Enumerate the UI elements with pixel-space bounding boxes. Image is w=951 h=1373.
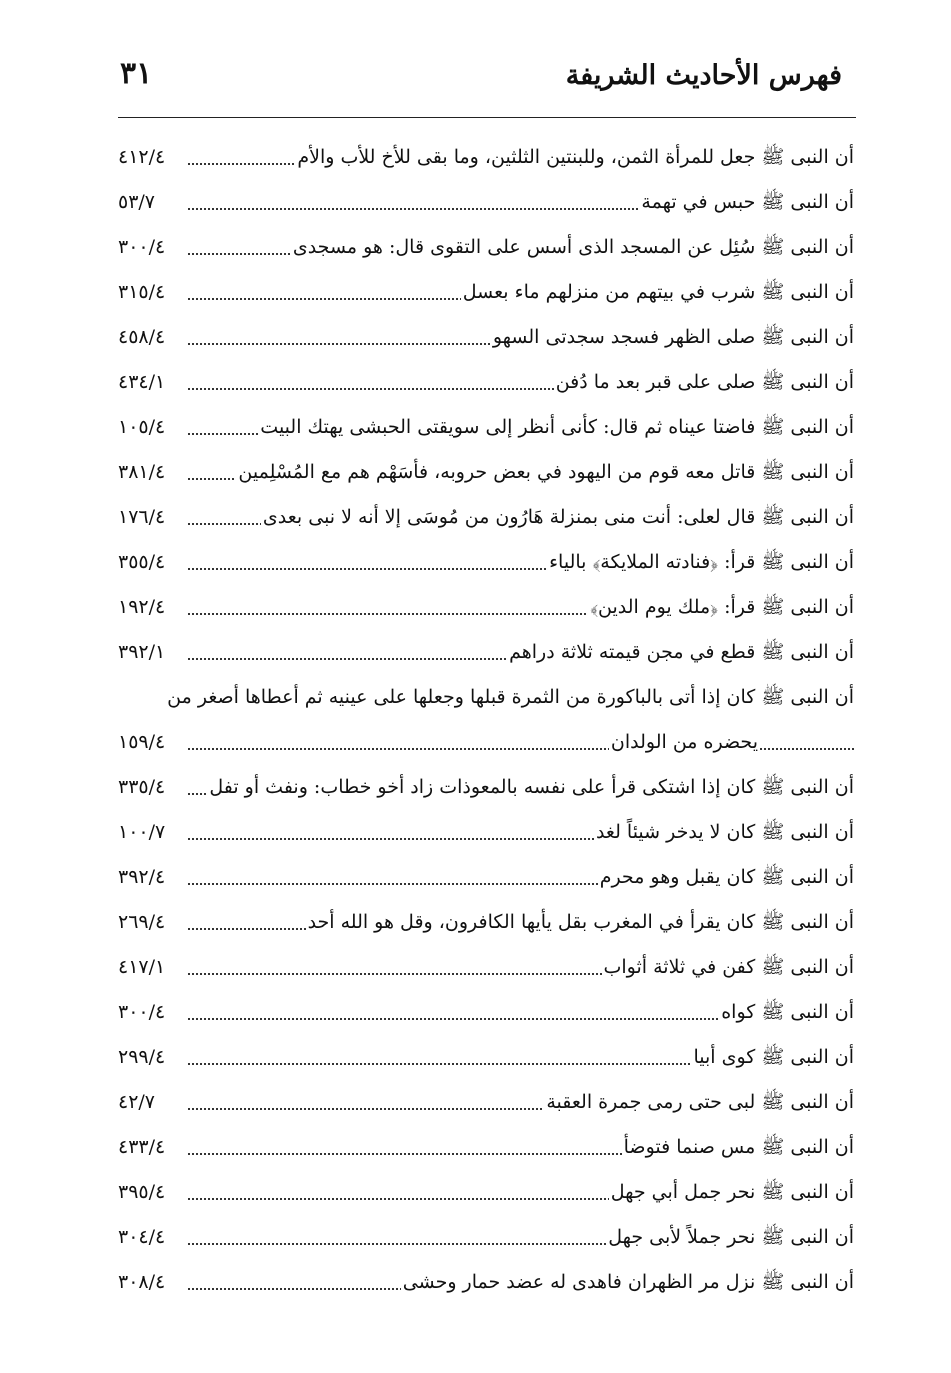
- hadith-index-list: [118, 135, 854, 1305]
- index-entry: [118, 180, 854, 225]
- index-entry: [118, 990, 854, 1035]
- entry-text: أن النبى ﷺ قال لعلى: أنت منى بمنزلة هَارُون من مُوسَى إلا أنه لا نبى بعدى: [261, 495, 854, 540]
- index-entry: [118, 1080, 854, 1125]
- entry-text-continuation: يحضره من الولدان: [609, 720, 758, 765]
- index-entry: [118, 945, 854, 990]
- entry-reference: ١٠٥/٤: [118, 405, 167, 450]
- index-entry: [118, 855, 854, 900]
- page-title: فهرس الأحاديث الشريفة: [565, 60, 842, 91]
- entry-reference: ٤١٢/٤: [118, 135, 167, 180]
- entry-text: أن النبى ﷺ نحر جملاً لأبى جهل: [606, 1215, 854, 1260]
- entry-text: أن النبى ﷺ نحر جمل أبي جهل: [609, 1170, 854, 1215]
- entry-text: أن النبى ﷺ شرب في بيتهم من منزلهم ماء بعسل: [461, 270, 854, 315]
- index-entry: [118, 1170, 854, 1215]
- index-entry: [118, 585, 854, 630]
- entry-text: أن النبى ﷺ كان إذا أتى بالباكورة من الثمرة قبلها وجعلها على عينيه ثم أعطاها أصغر من: [165, 675, 854, 720]
- index-entry: [118, 1260, 854, 1305]
- entry-reference: ١٧٦/٤: [118, 495, 167, 540]
- index-entry: [118, 360, 854, 405]
- entry-text: أن النبى ﷺ قرأ: ﴿فنادته الملايكة﴾ بالياء: [547, 540, 854, 585]
- entry-reference: ١٩٢/٤: [118, 585, 167, 630]
- entry-text: أن النبى ﷺ جعل للمرأة الثمن، وللبنتين الثلثين، وما بقى للأخ للأب والأم: [295, 135, 854, 180]
- entry-text: أن النبى ﷺ كواه: [719, 990, 854, 1035]
- entry-reference: ٣٠٨/٤: [118, 1260, 167, 1305]
- entry-text: أن النبى ﷺ كان يقبل وهو محرم: [598, 855, 854, 900]
- index-entry: [118, 1125, 854, 1170]
- entry-reference: ٤٢/٧: [118, 1080, 157, 1125]
- entry-text: أن النبى ﷺ كان لا يدخر شيئاً لغد: [594, 810, 854, 855]
- index-entry: [118, 495, 854, 540]
- entry-reference: ٣٥٥/٤: [118, 540, 167, 585]
- entry-text: أن النبى ﷺ لبى حتى رمى جمرة العقبة: [544, 1080, 854, 1125]
- entry-reference: ٣٩٥/٤: [118, 1170, 167, 1215]
- index-entry: [118, 1035, 854, 1080]
- entry-reference: ٣٩٢/٤: [118, 855, 167, 900]
- entry-reference: ٤٣٤/١: [118, 360, 167, 405]
- index-entry: [118, 630, 854, 675]
- entry-text: أن النبى ﷺ كان إذا اشتكى قرأ على نفسه بالمعوذات زاد أخو خطاب: ونفث أو تفل: [207, 765, 854, 810]
- entry-reference: ٣٩٢/١: [118, 630, 167, 675]
- index-entry: [118, 405, 854, 450]
- entry-reference: ٣٠٠/٤: [118, 990, 167, 1035]
- entry-text: أن النبى ﷺ كوى أبيا: [691, 1035, 854, 1080]
- entry-reference: ٥٣/٧: [118, 180, 157, 225]
- entry-reference: ٣١٥/٤: [118, 270, 167, 315]
- index-entry: [118, 540, 854, 585]
- index-entry: [118, 450, 854, 495]
- index-entry: [118, 225, 854, 270]
- entry-reference: ٣٨١/٤: [118, 450, 167, 495]
- index-entry: [118, 1215, 854, 1260]
- entry-reference: ٢٩٩/٤: [118, 1035, 167, 1080]
- page-header: [118, 52, 848, 104]
- entry-text: أن النبى ﷺ كان يقرأ في المغرب بقل يأيها الكافرون، وقل هو الله أحد: [306, 900, 854, 945]
- entry-reference: ٤٣٣/٤: [118, 1125, 167, 1170]
- index-entry: [118, 810, 854, 855]
- entry-text: أن النبى ﷺ قاتل معه قوم من اليهود في بعض حروبه، فأسَهْم هم مع المُسْلِمين: [236, 450, 854, 495]
- entry-text: أن النبى ﷺ صلى الظهر فسجد سجدتى السهو: [491, 315, 854, 360]
- entry-reference: ١٠٠/٧: [118, 810, 167, 855]
- entry-reference: ٣٣٥/٤: [118, 765, 167, 810]
- page-number: ٣١: [120, 56, 153, 91]
- entry-reference: ١٥٩/٤: [118, 720, 167, 765]
- index-entry: [118, 135, 854, 180]
- entry-reference: ٣٠٤/٤: [118, 1215, 167, 1260]
- index-entry: [118, 900, 854, 945]
- header-rule: [118, 117, 856, 118]
- entry-text: أن النبى ﷺ صلى على قبر بعد ما دُفن: [554, 360, 854, 405]
- index-entry: [118, 270, 854, 315]
- entry-text: أن النبى ﷺ مس صنما فتوضأ: [622, 1125, 854, 1170]
- entry-reference: ٤١٧/١: [118, 945, 167, 990]
- entry-text: أن النبى ﷺ قطع في مجن قيمته ثلاثة دراهم: [507, 630, 854, 675]
- entry-text: أن النبى ﷺ نزل مر الظهران فاهدى له عضد حمار وحشى: [401, 1260, 854, 1305]
- entry-reference: ٢٦٩/٤: [118, 900, 167, 945]
- index-entry: [118, 315, 854, 360]
- entry-text: أن النبى ﷺ حبس في تهمة: [639, 180, 854, 225]
- index-entry: [118, 675, 854, 765]
- index-entry: [118, 765, 854, 810]
- entry-reference: ٣٠٠/٤: [118, 225, 167, 270]
- entry-text: أن النبى ﷺ فاضتا عيناه ثم قال: كأنى أنظر إلى سويقتى الحبشى يهتك البيت: [258, 405, 854, 450]
- entry-text: أن النبى ﷺ كفن في ثلاثة أثواب: [602, 945, 854, 990]
- entry-text: أن النبى ﷺ قرأ: ﴿ملك يوم الدين﴾: [588, 585, 854, 630]
- entry-text: أن النبى ﷺ سُئِل عن المسجد الذى أسس على التقوى قال: هو مسجدى: [291, 225, 854, 270]
- entry-reference: ٤٥٨/٤: [118, 315, 167, 360]
